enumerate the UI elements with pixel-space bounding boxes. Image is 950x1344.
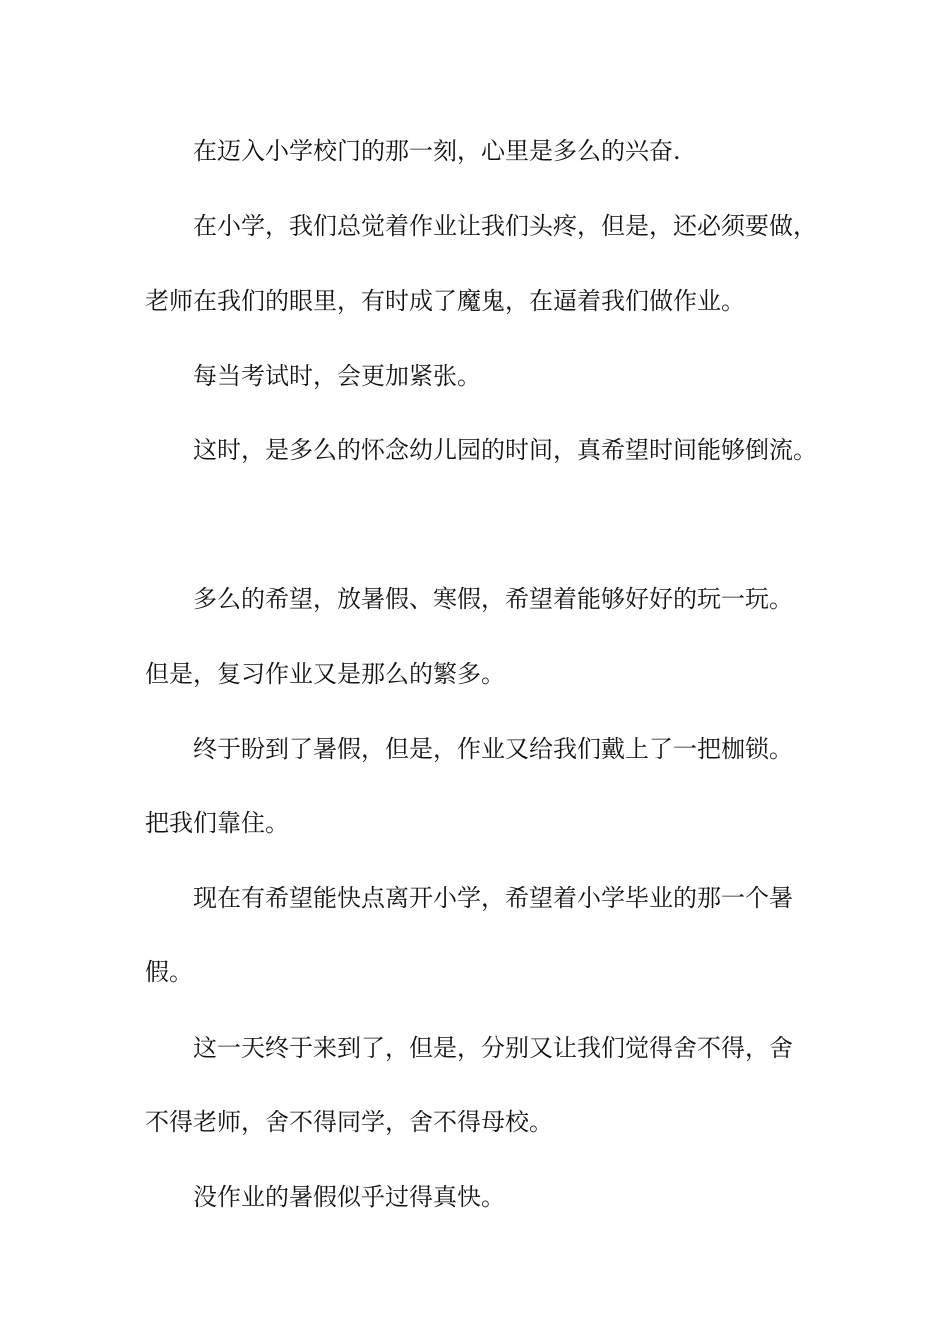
text-line-14: 没作业的暑假似乎过得真快。 (193, 1183, 505, 1211)
text-line-1: 在迈入小学校门的那一刻，心里是多么的兴奋. (193, 137, 681, 165)
text-line-10: 现在有希望能快点离开小学，希望着小学毕业的那一个暑 (193, 884, 793, 912)
text-line-11: 假。 (145, 958, 193, 986)
text-line-9: 把我们靠住。 (145, 809, 289, 837)
text-line-7: 但是，复习作业又是那么的繁多。 (145, 660, 505, 688)
text-line-4: 每当考试时，会更加紧张。 (193, 362, 481, 390)
text-line-8: 终于盼到了暑假，但是，作业又给我们戴上了一把枷锁。 (193, 735, 793, 763)
text-line-12: 这一天终于来到了，但是，分别又让我们觉得舍不得，舍 (193, 1034, 793, 1062)
text-line-3: 老师在我们的眼里，有时成了魔鬼，在逼着我们做作业。 (145, 287, 745, 315)
text-line-5: 这时，是多么的怀念幼儿园的时间，真希望时间能够倒流。 (193, 436, 817, 464)
text-line-2: 在小学，我们总觉着作业让我们头疼，但是，还必须要做， (193, 212, 817, 240)
text-line-13: 不得老师，舍不得同学，舍不得母校。 (145, 1108, 553, 1136)
text-line-6: 多么的希望，放暑假、寒假，希望着能够好好的玩一玩。 (193, 585, 793, 613)
